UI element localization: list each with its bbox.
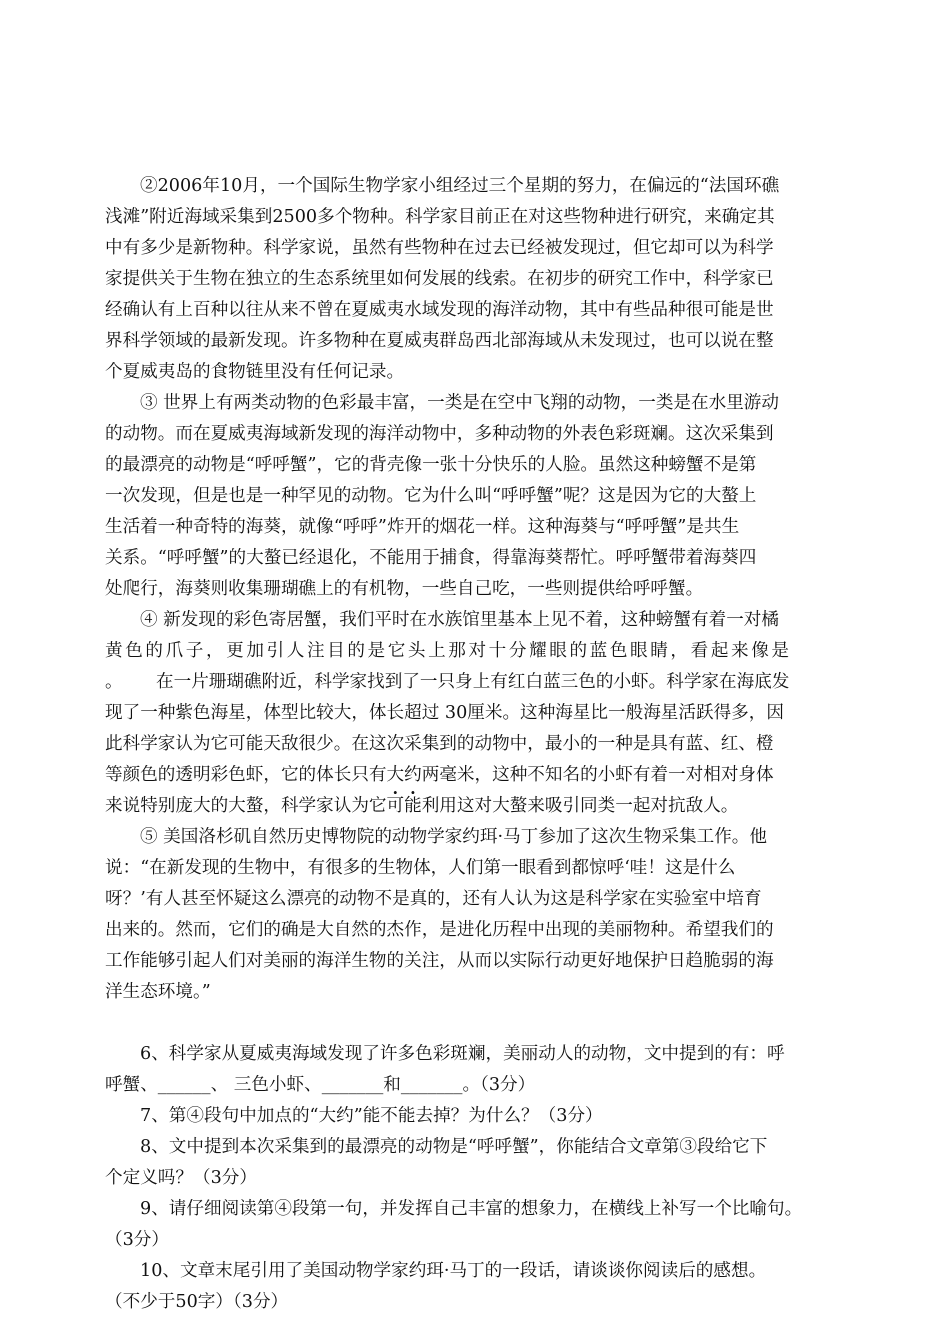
text-line: 的动物。而在夏威夷海域新发现的海洋动物中，多种动物的外表色彩斑斓。这次采集到 xyxy=(105,424,774,444)
question-6-blanks: 呼蟹、______、 三色小虾、_______和_______。（3分） xyxy=(105,1075,536,1095)
text-segment: 等颜色的透明彩色虾，它的体长只有 xyxy=(105,765,387,785)
text-line: 浅滩”附近海域采集到2500多个物种。科学家目前正在对这些物种进行研究，来确定其 xyxy=(105,207,775,227)
text-line: 说：“在新发现的生物中，有很多的生物体，人们第一眼看到都惊呼‘哇！这是什么 xyxy=(105,858,736,878)
text-line: ②2006年10月，一个国际生物学家小组经过三个星期的努力，在偏远的“法国环礁 xyxy=(140,176,780,196)
question-9: 9、请仔细阅读第④段第一句，并发挥自己丰富的想象力，在横线上补写一个比喻句。 xyxy=(140,1199,803,1219)
question-7: 7、第④段句中加点的“大约”能不能去掉？为什么？（3分） xyxy=(140,1106,603,1126)
text-line: 的最漂亮的动物是“呼呼蟹”，它的背壳像一张十分快乐的人脸。虽然这种螃蟹不是第 xyxy=(105,455,757,475)
text-line: 来说特别庞大的大螯，科学家认为它可能利用这对大螯来吸引同类一起对抗敌人。 xyxy=(105,796,739,816)
text-line: ④ 新发现的彩色寄居蟹，我们平时在水族馆里基本上见不着，这种螃蟹有着一对橘 xyxy=(140,610,779,630)
question-10-cont: （不少于50字）（3分） xyxy=(105,1292,289,1312)
emphasized-char: 约 xyxy=(404,765,422,785)
text-line: 呀？’有人甚至怀疑这么漂亮的动物不是真的，还有人认为这是科学家在实验室中培育 xyxy=(105,889,762,909)
text-line: 。 xyxy=(105,672,123,692)
text-segment: 两毫米，这种不知名的小虾有着一对相对身体 xyxy=(421,765,774,785)
question-8-cont: 个定义吗？（3分） xyxy=(105,1168,257,1188)
text-line: 现了一种紫色海星，体型比较大，体长超过 30厘米。这种海星比一般海星活跃得多，因 xyxy=(105,703,784,723)
question-10: 10、文章末尾引用了美国动物学家约珥·马丁的一段话，请谈谈你阅读后的感想。 xyxy=(140,1261,767,1281)
text-line: 工作能够引起人们对美丽的海洋生物的关注，从而以实际行动更好地保护日趋脆弱的海 xyxy=(105,951,774,971)
emphasized-char: 大 xyxy=(386,765,405,785)
text-line: 中有多少是新物种。科学家说，虽然有些物种在过去已经被发现过，但它却可以为科学 xyxy=(105,238,774,258)
text-line: 出来的。然而，它们的确是大自然的杰作，是进化历程中出现的美丽物种。希望我们的 xyxy=(105,920,774,940)
text-line: 在一片珊瑚礁附近，科学家找到了一只身上有红白蓝三色的小虾。科学家在海底发 xyxy=(156,672,790,692)
text-line: 经确认有上百种以往从来不曾在夏威夷水域发现的海洋动物，其中有些品种很可能是世 xyxy=(105,300,774,320)
question-6: 6、科学家从夏威夷海域发现了许多色彩斑斓，美丽动人的动物，文中提到的有：呼 xyxy=(140,1044,785,1064)
text-line: 个夏威夷岛的食物链里没有任何记录。 xyxy=(105,362,405,382)
question-9-cont: （3分） xyxy=(105,1230,169,1250)
text-line: 洋生态环境。” xyxy=(105,982,211,1002)
text-line: 处爬行，海葵则收集珊瑚礁上的有机物，一些自己吃，一些则提供给呼呼蟹。 xyxy=(105,579,704,599)
question-8: 8、文中提到本次采集到的最漂亮的动物是“呼呼蟹”，你能结合文章第③段给它下 xyxy=(140,1137,768,1157)
text-line: 关系。“呼呼蟹”的大螯已经退化，不能用于捕食，得靠海葵帮忙。呼呼蟹带着海葵四 xyxy=(105,548,757,568)
text-line: ⑤ 美国洛杉矶自然历史博物院的动物学家约珥·马丁参加了这次生物采集工作。他 xyxy=(140,827,767,847)
text-line: 黄色的爪子，更加引人注目的是它头上那对十分耀眼的蓝色眼睛，看起来像是 xyxy=(105,641,792,661)
text-line: 生活着一种奇特的海葵，就像“呼呼”炸开的烟花一样。这种海葵与“呼呼蟹”是共生 xyxy=(105,517,740,537)
text-line: 界科学领域的最新发现。许多物种在夏威夷群岛西北部海域从未发现过，也可以说在整 xyxy=(105,331,774,351)
text-line: ③ 世界上有两类动物的色彩最丰富，一类是在空中飞翔的动物，一类是在水里游动 xyxy=(140,393,779,413)
text-line: 一次发现，但是也是一种罕见的动物。它为什么叫“呼呼蟹”呢？这是因为它的大螯上 xyxy=(105,486,757,506)
text-line-with-emphasis xyxy=(105,765,774,785)
text-line: 家提供关于生物在独立的生态系统里如何发展的线索。在初步的研究工作中，科学家已 xyxy=(105,269,774,289)
text-line: 此科学家认为它可能天敌很少。在这次采集到的动物中，最小的一种是具有蓝、红、橙 xyxy=(105,734,774,754)
